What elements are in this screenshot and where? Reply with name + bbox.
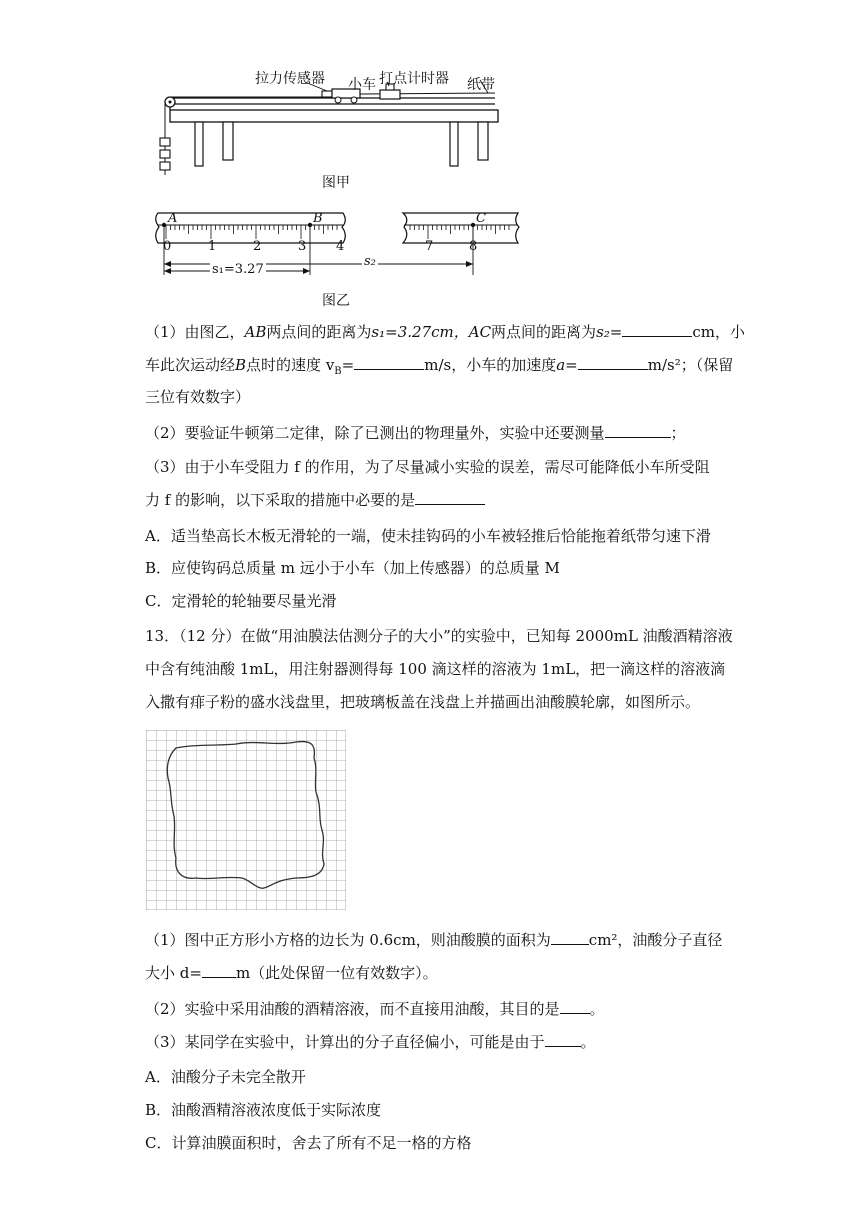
tick-label-3: 3 [298, 239, 307, 254]
q12-part1-line2: 车此次运动经B点时的速度 $v_B= m/s$，小车的加速度a= m/s²；（保留 [145, 356, 734, 377]
label-point-b: B [313, 211, 323, 226]
q12-part2: （2）要验证牛顿第二定律，除了已测出的物理量外，实验中还要测量 ； [145, 424, 686, 442]
answer-blank-diameter[interactable] [202, 963, 236, 978]
q12-part3-line2: 力 f 的影响，以下采取的措施中必要的是 [145, 490, 485, 510]
answer-blank-reason[interactable] [545, 1032, 581, 1047]
q12-part1-line3: 三位有效数字） [145, 388, 251, 406]
oil-film-grid [146, 730, 346, 910]
figure-jia [150, 60, 510, 190]
s2-label: s₂ [364, 254, 376, 269]
caption-fig-jia: 图甲 [322, 175, 350, 191]
answer-blank-accel[interactable] [578, 355, 648, 370]
answer-blank-area[interactable] [551, 930, 589, 945]
q12-part3-line1: （3）由于小车受阻力 f 的作用，为了尽量减小实验的误差，需尽可能降低小车所受阻 [145, 458, 710, 476]
tick-label-7: 7 [425, 239, 434, 254]
apparatus-diagram [150, 60, 510, 190]
answer-blank-vb[interactable] [354, 355, 424, 370]
answer-blank-measures[interactable] [415, 490, 485, 505]
q13-intro-line1: 13．（12 分）在做“用油膜法估测分子的大小”的实验中，已知每 2000mL 油酸酒精溶液 [145, 627, 733, 645]
q13-option-c: C．计算油膜面积时，舍去了所有不足一格的方格 [145, 1134, 472, 1152]
q13-part1-line2: 大小 d= m（此处保留一位有效数字）。 [145, 964, 438, 982]
answer-blank-s2[interactable] [622, 322, 692, 337]
q13-part3: （3）某同学在实验中，计算出的分子直径偏小，可能是由于 。 [145, 1033, 596, 1051]
caption-fig-yi: 图乙 [322, 293, 350, 309]
label-sensor: 拉力传感器 [255, 71, 325, 87]
q13-intro-line3: 入撒有痱子粉的盛水浅盘里，把玻璃板盖在浅盘上并描画出油酸膜轮廓，如图所示。 [145, 693, 701, 711]
q13-option-a: A．油酸分子未完全散开 [145, 1068, 306, 1086]
figure-yi [148, 205, 538, 280]
answer-blank-purpose[interactable] [560, 999, 590, 1014]
q13-part2: （2）实验中采用油酸的酒精溶液，而不直接用油酸，其目的是 。 [145, 1000, 605, 1018]
tick-label-0: 0 [163, 239, 172, 254]
tick-label-8: 8 [469, 239, 478, 254]
q12-option-a: A．适当垫高长木板无滑轮的一端，使未挂钩码的小车被轻推后恰能拖着纸带匀速下滑 [145, 527, 711, 545]
tick-label-2: 2 [253, 239, 262, 254]
q13-part1-line1: （1）图中正方形小方格的边长为 0.6cm，则油酸膜的面积为 cm²，油酸分子直径 [145, 931, 723, 949]
label-cart: 小车 [348, 77, 376, 93]
tick-label-1: 1 [208, 239, 217, 254]
q13-option-b: B．油酸酒精溶液浓度低于实际浓度 [145, 1101, 382, 1119]
q12-part1-line1: （1）由图乙，AB两点间的距离为s₁=3.27cm，AC两点间的距离为s₂= cm，小 [145, 323, 745, 341]
label-tape: 纸带 [467, 77, 495, 93]
label-timer: 打点计时器 [379, 71, 449, 87]
q13-intro-line2: 中含有纯油酸 1mL，用注射器测得每 100 滴这样的溶液为 1mL，把一滴这样的溶液滴 [145, 660, 726, 678]
s1-label: s₁=3.27 [212, 262, 264, 277]
q12-option-b: B．应使钩码总质量 m 远小于小车（加上传感器）的总质量 M [145, 559, 560, 577]
q12-option-c: C．定滑轮的轮轴要尽量光滑 [145, 592, 337, 610]
label-point-a: A [168, 211, 178, 226]
oil-film-grid-figure [146, 730, 346, 910]
answer-blank-measure[interactable] [605, 423, 671, 438]
label-point-c: C [476, 211, 486, 226]
tick-label-4: 4 [336, 239, 345, 254]
